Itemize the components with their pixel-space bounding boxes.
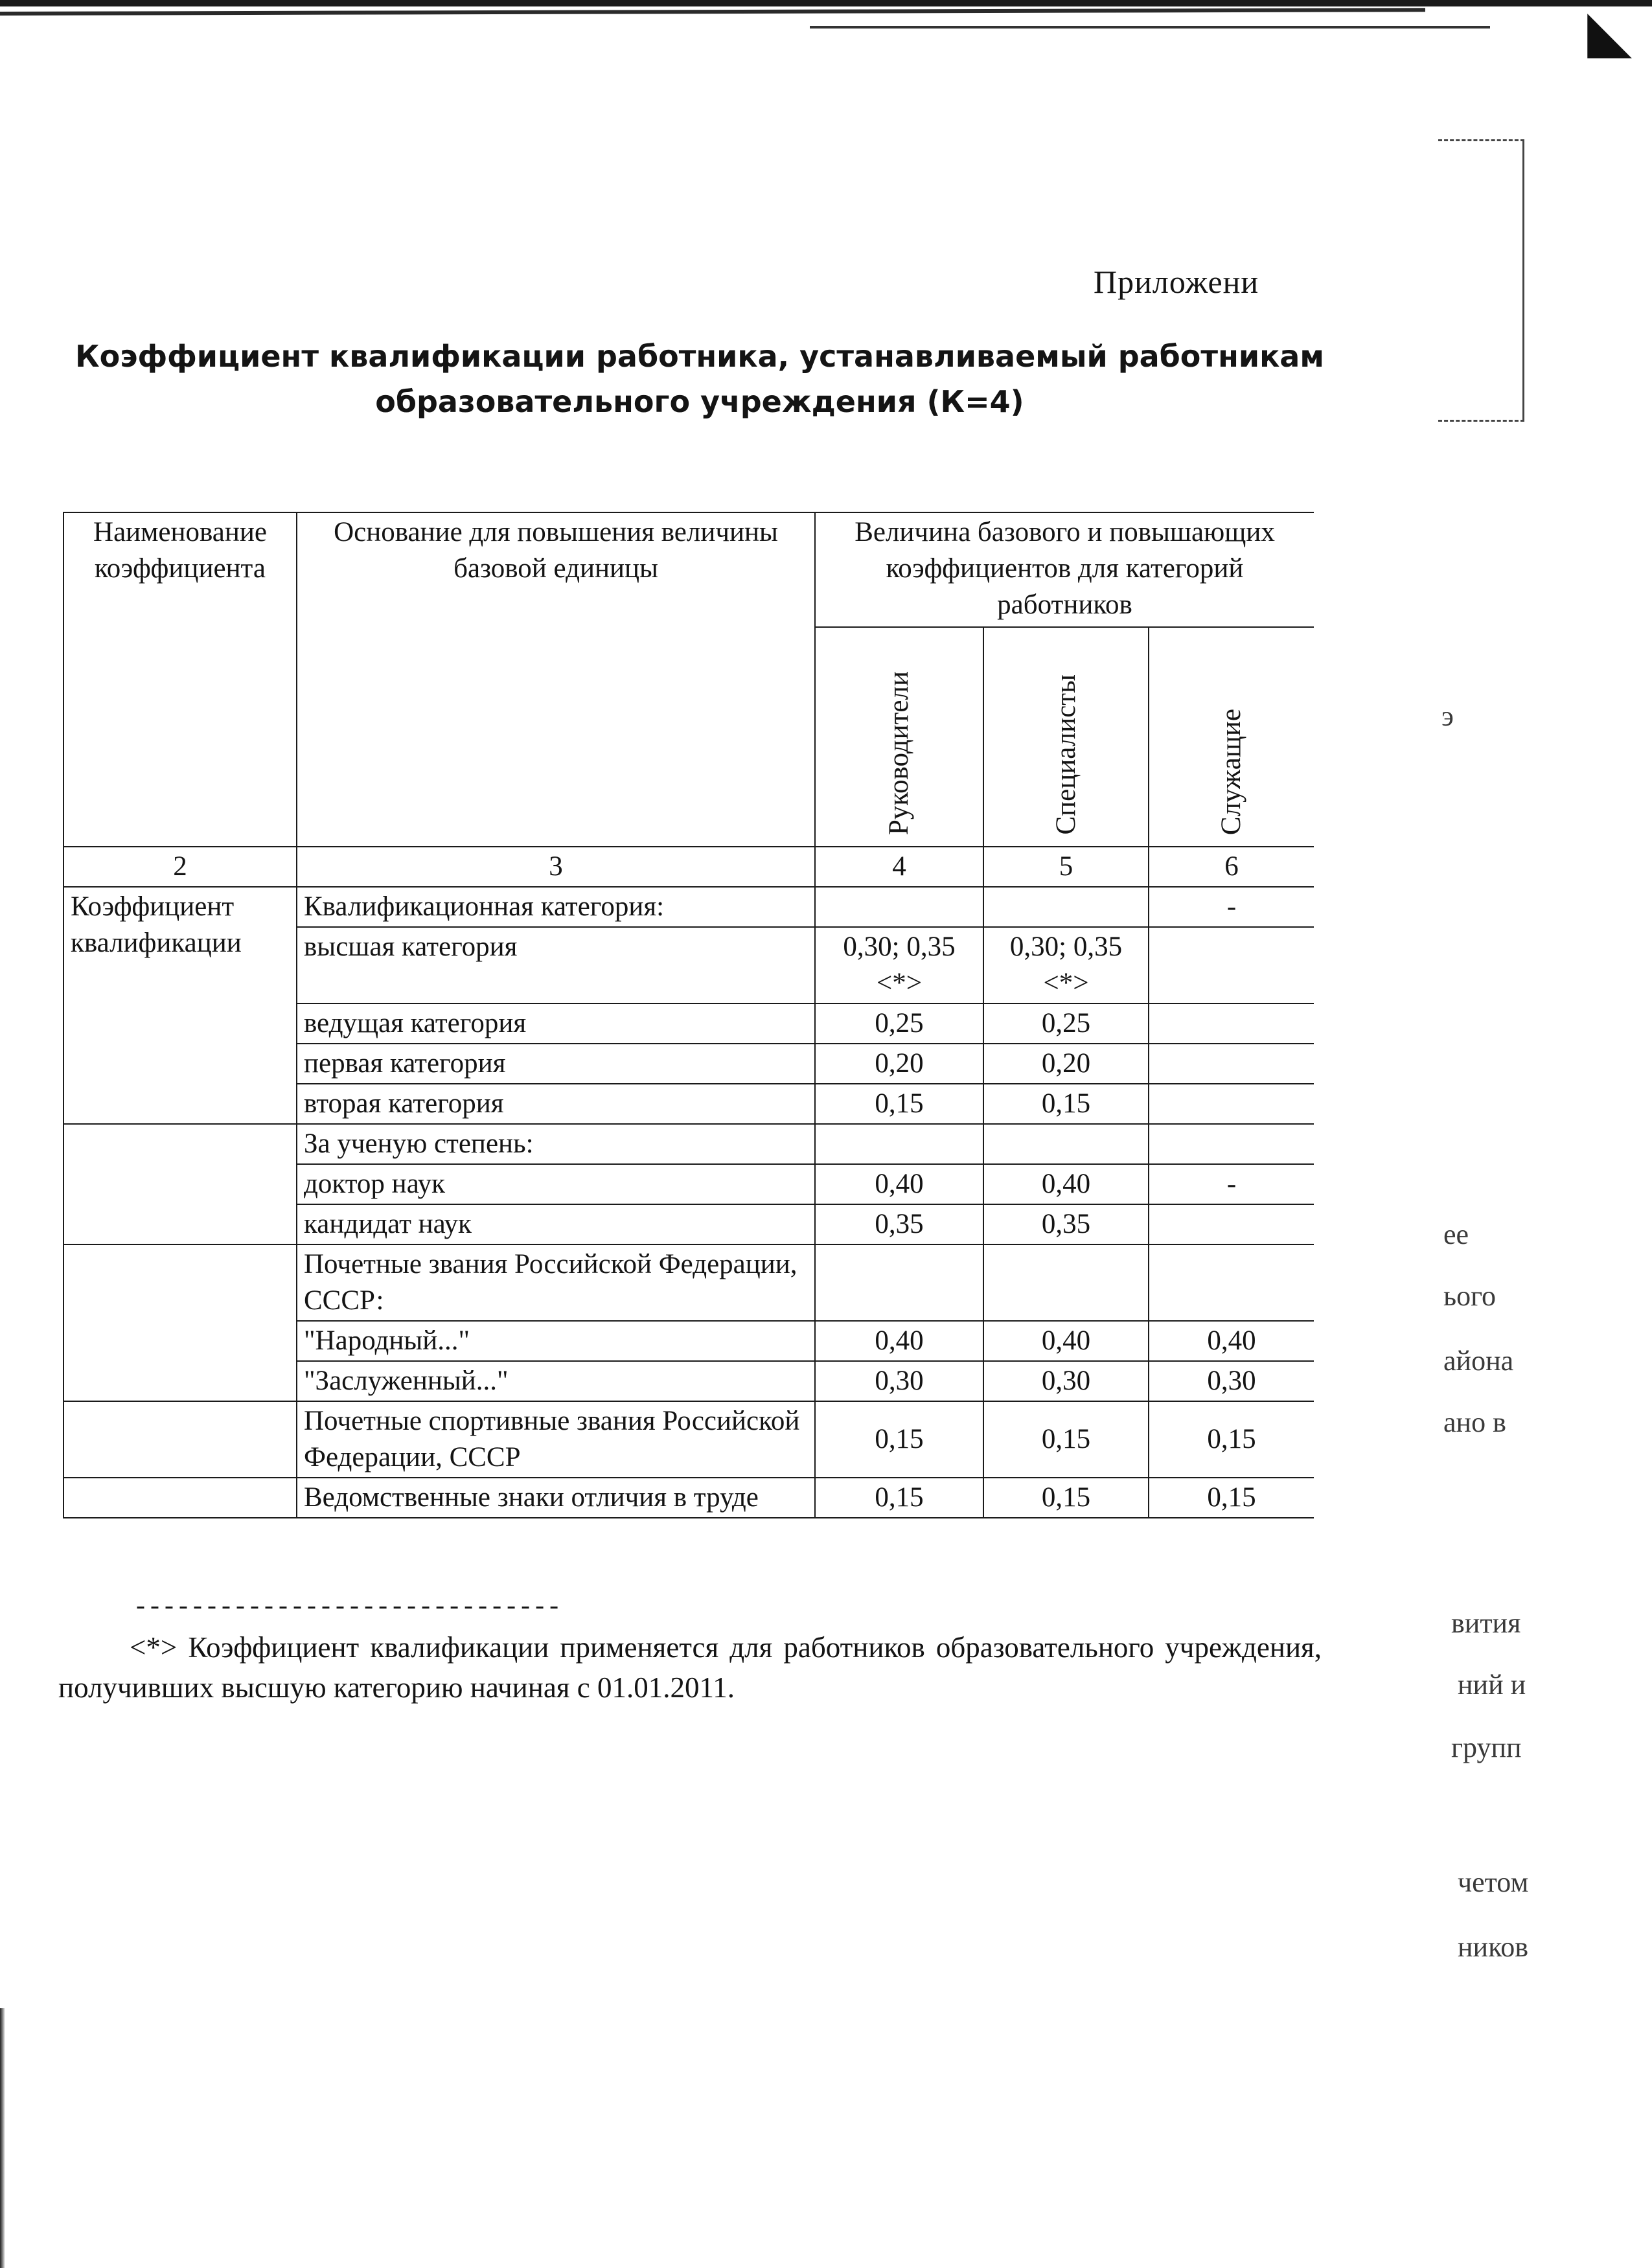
header-category-text: Служащие xyxy=(1216,708,1247,835)
value-cell xyxy=(815,887,983,927)
column-number-row xyxy=(63,847,1314,887)
table-row xyxy=(63,1478,1314,1518)
basis-cell: Почетные спортивные звания Российской Федерации, СССР xyxy=(297,1401,815,1478)
scan-edge-line xyxy=(810,26,1490,29)
margin-fragment: ано в xyxy=(1443,1406,1506,1438)
coefficient-name xyxy=(63,1244,297,1401)
value-cell xyxy=(1149,1244,1314,1321)
value-cell: - xyxy=(1149,1164,1314,1204)
title-line: образовательного учреждения (К=4) xyxy=(375,384,1024,419)
margin-fragment: вития xyxy=(1451,1607,1521,1639)
basis-cell: вторая категория xyxy=(297,1084,815,1124)
header-name: Наименование коэффициента xyxy=(63,512,297,847)
value-cell xyxy=(1149,1204,1314,1244)
basis-cell: Почетные звания Российской Федерации, СССР: xyxy=(297,1244,815,1321)
table-row xyxy=(63,1401,1314,1478)
value-cell xyxy=(983,887,1149,927)
coefficient-name xyxy=(63,1478,297,1518)
value-cell: 0,20 xyxy=(983,1044,1149,1084)
value-cell: 0,30 xyxy=(1149,1361,1314,1401)
header-category-1 xyxy=(815,627,983,847)
table-row xyxy=(63,1244,1314,1321)
basis-cell: "Народный..." xyxy=(297,1321,815,1361)
column-number: 6 xyxy=(1149,847,1314,887)
value-cell: 0,25 xyxy=(815,1003,983,1044)
value-cell: 0,15 xyxy=(983,1084,1149,1124)
page-title xyxy=(65,334,1335,424)
value-cell: 0,15 xyxy=(1149,1478,1314,1518)
footnote-separator: ------------------------------ xyxy=(133,1594,561,1623)
header-category-text: Специалисты xyxy=(1050,674,1081,835)
footnote: <*> Коэффициент квалификации применяется для работников образовательного учреждения, получивших высшую категорию начиная с 01.01.2011. xyxy=(58,1631,1322,1704)
value-cell: 0,40 xyxy=(815,1321,983,1361)
basis-cell: доктор наук xyxy=(297,1164,815,1204)
value-cell xyxy=(815,1124,983,1164)
value-cell: 0,30 xyxy=(815,1361,983,1401)
value-cell xyxy=(1149,1124,1314,1164)
margin-fragment: ний и xyxy=(1458,1669,1526,1701)
value-cell: 0,40 xyxy=(815,1164,983,1204)
value-cell: 0,30; 0,35 <*> xyxy=(815,927,983,1003)
value-cell: 0,40 xyxy=(983,1164,1149,1204)
header-value: Величина базового и повышающих коэффициентов для категорий работников xyxy=(815,512,1314,627)
header-category-3 xyxy=(1149,627,1314,847)
value-cell: 0,20 xyxy=(815,1044,983,1084)
header-row xyxy=(63,512,1314,627)
value-cell: - xyxy=(1149,887,1314,927)
scan-edge-line xyxy=(0,8,1425,16)
value-cell: 0,15 xyxy=(815,1401,983,1478)
value-cell xyxy=(1149,927,1314,1003)
scan-corner-mark: ◣ xyxy=(1587,0,1633,64)
value-cell xyxy=(1149,1084,1314,1124)
margin-fragment: четом xyxy=(1458,1866,1529,1898)
value-cell: 0,15 xyxy=(1149,1401,1314,1478)
table-row xyxy=(63,887,1314,927)
header-basis: Основание для повышения величины базовой единицы xyxy=(297,512,815,847)
column-number: 4 xyxy=(815,847,983,887)
basis-cell: высшая категория xyxy=(297,927,815,1003)
margin-frame xyxy=(1438,139,1524,422)
appendix-label: Приложени xyxy=(1094,264,1259,300)
value-cell: 0,25 xyxy=(983,1003,1149,1044)
value-cell xyxy=(1149,1044,1314,1084)
title-line: Коэффициент квалификации работника, устанавливаемый работникам xyxy=(75,339,1324,374)
basis-cell: ведущая категория xyxy=(297,1003,815,1044)
coefficient-name: Коэффициент квалификации xyxy=(63,887,297,1124)
header-category-text: Руководители xyxy=(884,670,914,835)
value-cell: 0,35 xyxy=(983,1204,1149,1244)
value-cell: 0,15 xyxy=(815,1084,983,1124)
basis-cell: "Заслуженный..." xyxy=(297,1361,815,1401)
value-cell: 0,40 xyxy=(983,1321,1149,1361)
value-cell xyxy=(983,1244,1149,1321)
scan-edge-left xyxy=(0,2008,5,2268)
margin-fragment: э xyxy=(1441,700,1454,732)
value-cell: 0,30; 0,35 <*> xyxy=(983,927,1149,1003)
header-category-2 xyxy=(983,627,1149,847)
value-cell: 0,30 xyxy=(983,1361,1149,1401)
coefficient-name xyxy=(63,1401,297,1478)
column-number: 5 xyxy=(983,847,1149,887)
table-row xyxy=(63,1124,1314,1164)
coefficient-name xyxy=(63,1124,297,1244)
basis-cell: кандидат наук xyxy=(297,1204,815,1244)
margin-fragment: групп xyxy=(1451,1732,1522,1763)
column-number: 2 xyxy=(63,847,297,887)
margin-fragment: ее xyxy=(1443,1219,1469,1250)
value-cell: 0,40 xyxy=(1149,1321,1314,1361)
margin-fragment: ього xyxy=(1443,1280,1497,1312)
value-cell: 0,15 xyxy=(983,1478,1149,1518)
value-cell xyxy=(1149,1003,1314,1044)
basis-cell: За ученую степень: xyxy=(297,1124,815,1164)
scan-edge-top xyxy=(0,0,1652,6)
column-number: 3 xyxy=(297,847,815,887)
value-cell: 0,15 xyxy=(815,1478,983,1518)
basis-cell: первая категория xyxy=(297,1044,815,1084)
margin-fragment: ников xyxy=(1458,1931,1529,1963)
value-cell xyxy=(815,1244,983,1321)
basis-cell: Ведомственные знаки отличия в труде xyxy=(297,1478,815,1518)
value-cell: 0,15 xyxy=(983,1401,1149,1478)
basis-cell: Квалификационная категория: xyxy=(297,887,815,927)
value-cell: 0,35 xyxy=(815,1204,983,1244)
value-cell xyxy=(983,1124,1149,1164)
margin-fragment: айона xyxy=(1443,1345,1514,1377)
coefficient-table xyxy=(63,512,1314,1518)
